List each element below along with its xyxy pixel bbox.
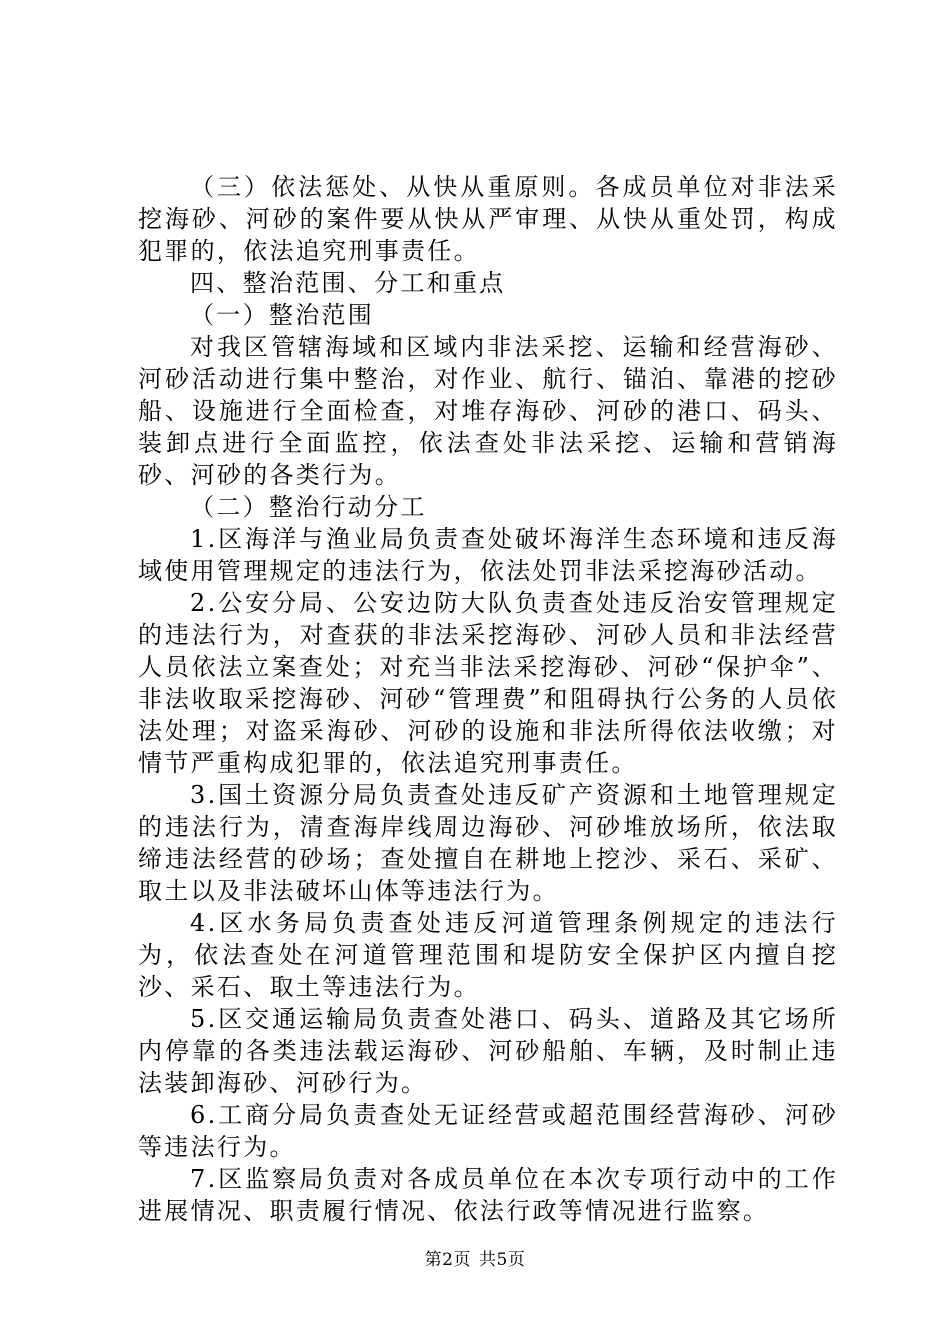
paragraph-item-6: 6.工商分局负责查处无证经营或超范围经营海砂、河砂等违法行为。 [138,1101,838,1161]
paragraph-item-5: 5.区交通运输局负责查处港口、码头、道路及其它场所内停靠的各类违法载运海砂、河砂船舶、车辆，及时制止违法装卸海砂、河砂行为。 [138,1005,838,1097]
paragraph-item-3: 3.国土资源分局负责查处违反矿产资源和土地管理规定的违法行为，清查海岸线周边海砂、河砂堆放场所，依法取缔违法经营的砂场；查处擅自在耕地上挖沙、采石、采矿、取土以及非法破坏山体等违法行为。 [138,781,838,905]
page-total: 共5页 [479,1250,526,1270]
page-footer [0,1249,950,1271]
heading-section-four: 四、整治范围、分工和重点 [190,269,506,297]
paragraph-item-7: 7.区监察局负责对各成员单位在本次专项行动中的工作进展情况、职责履行情况、依法行政等情况进行监察。 [138,1165,838,1225]
paragraph-item-1: 1.区海洋与渔业局负责查处破坏海洋生态环境和违反海域使用管理规定的违法行为，依法处罚非法采挖海砂活动。 [138,525,838,585]
paragraph-item-2: 2.公安分局、公安边防大队负责查处违反治安管理规定的违法行为，对查获的非法采挖海砂、河砂人员和非法经营人员依法立案查处；对充当非法采挖海砂、河砂“保护伞”、非法收取采挖海砂、河砂“管理费”和阻碍执行公务的人员依法处理；对盗采海砂、河砂的设施和非法所得依法收缴；对情节严重构成犯罪的，依法追究刑事责任。 [138,589,838,777]
heading-scope: （一）整治范围 [190,301,375,329]
paragraph-principle-three: （三）依法惩处、从快从重原则。各成员单位对非法采挖海砂、河砂的案件要从快从严审理、从快从重处罚，构成犯罪的，依法追究刑事责任。 [138,173,838,265]
document-body [138,171,838,1227]
paragraph-scope: 对我区管辖海域和区域内非法采挖、运输和经营海砂、河砂活动进行集中整治，对作业、航行、锚泊、靠港的挖砂船、设施进行全面检查，对堆存海砂、河砂的港口、码头、装卸点进行全面监控，依法查处非法采挖、运输和营销海砂、河砂的各类行为。 [138,333,838,489]
heading-division-of-work: （二）整治行动分工 [190,493,427,521]
page-number: 第2页 [424,1250,471,1270]
paragraph-item-4: 4.区水务局负责查处违反河道管理条例规定的违法行为，依法查处在河道管理范围和堤防安全保护区内擅自挖沙、采石、取土等违法行为。 [138,909,838,1001]
